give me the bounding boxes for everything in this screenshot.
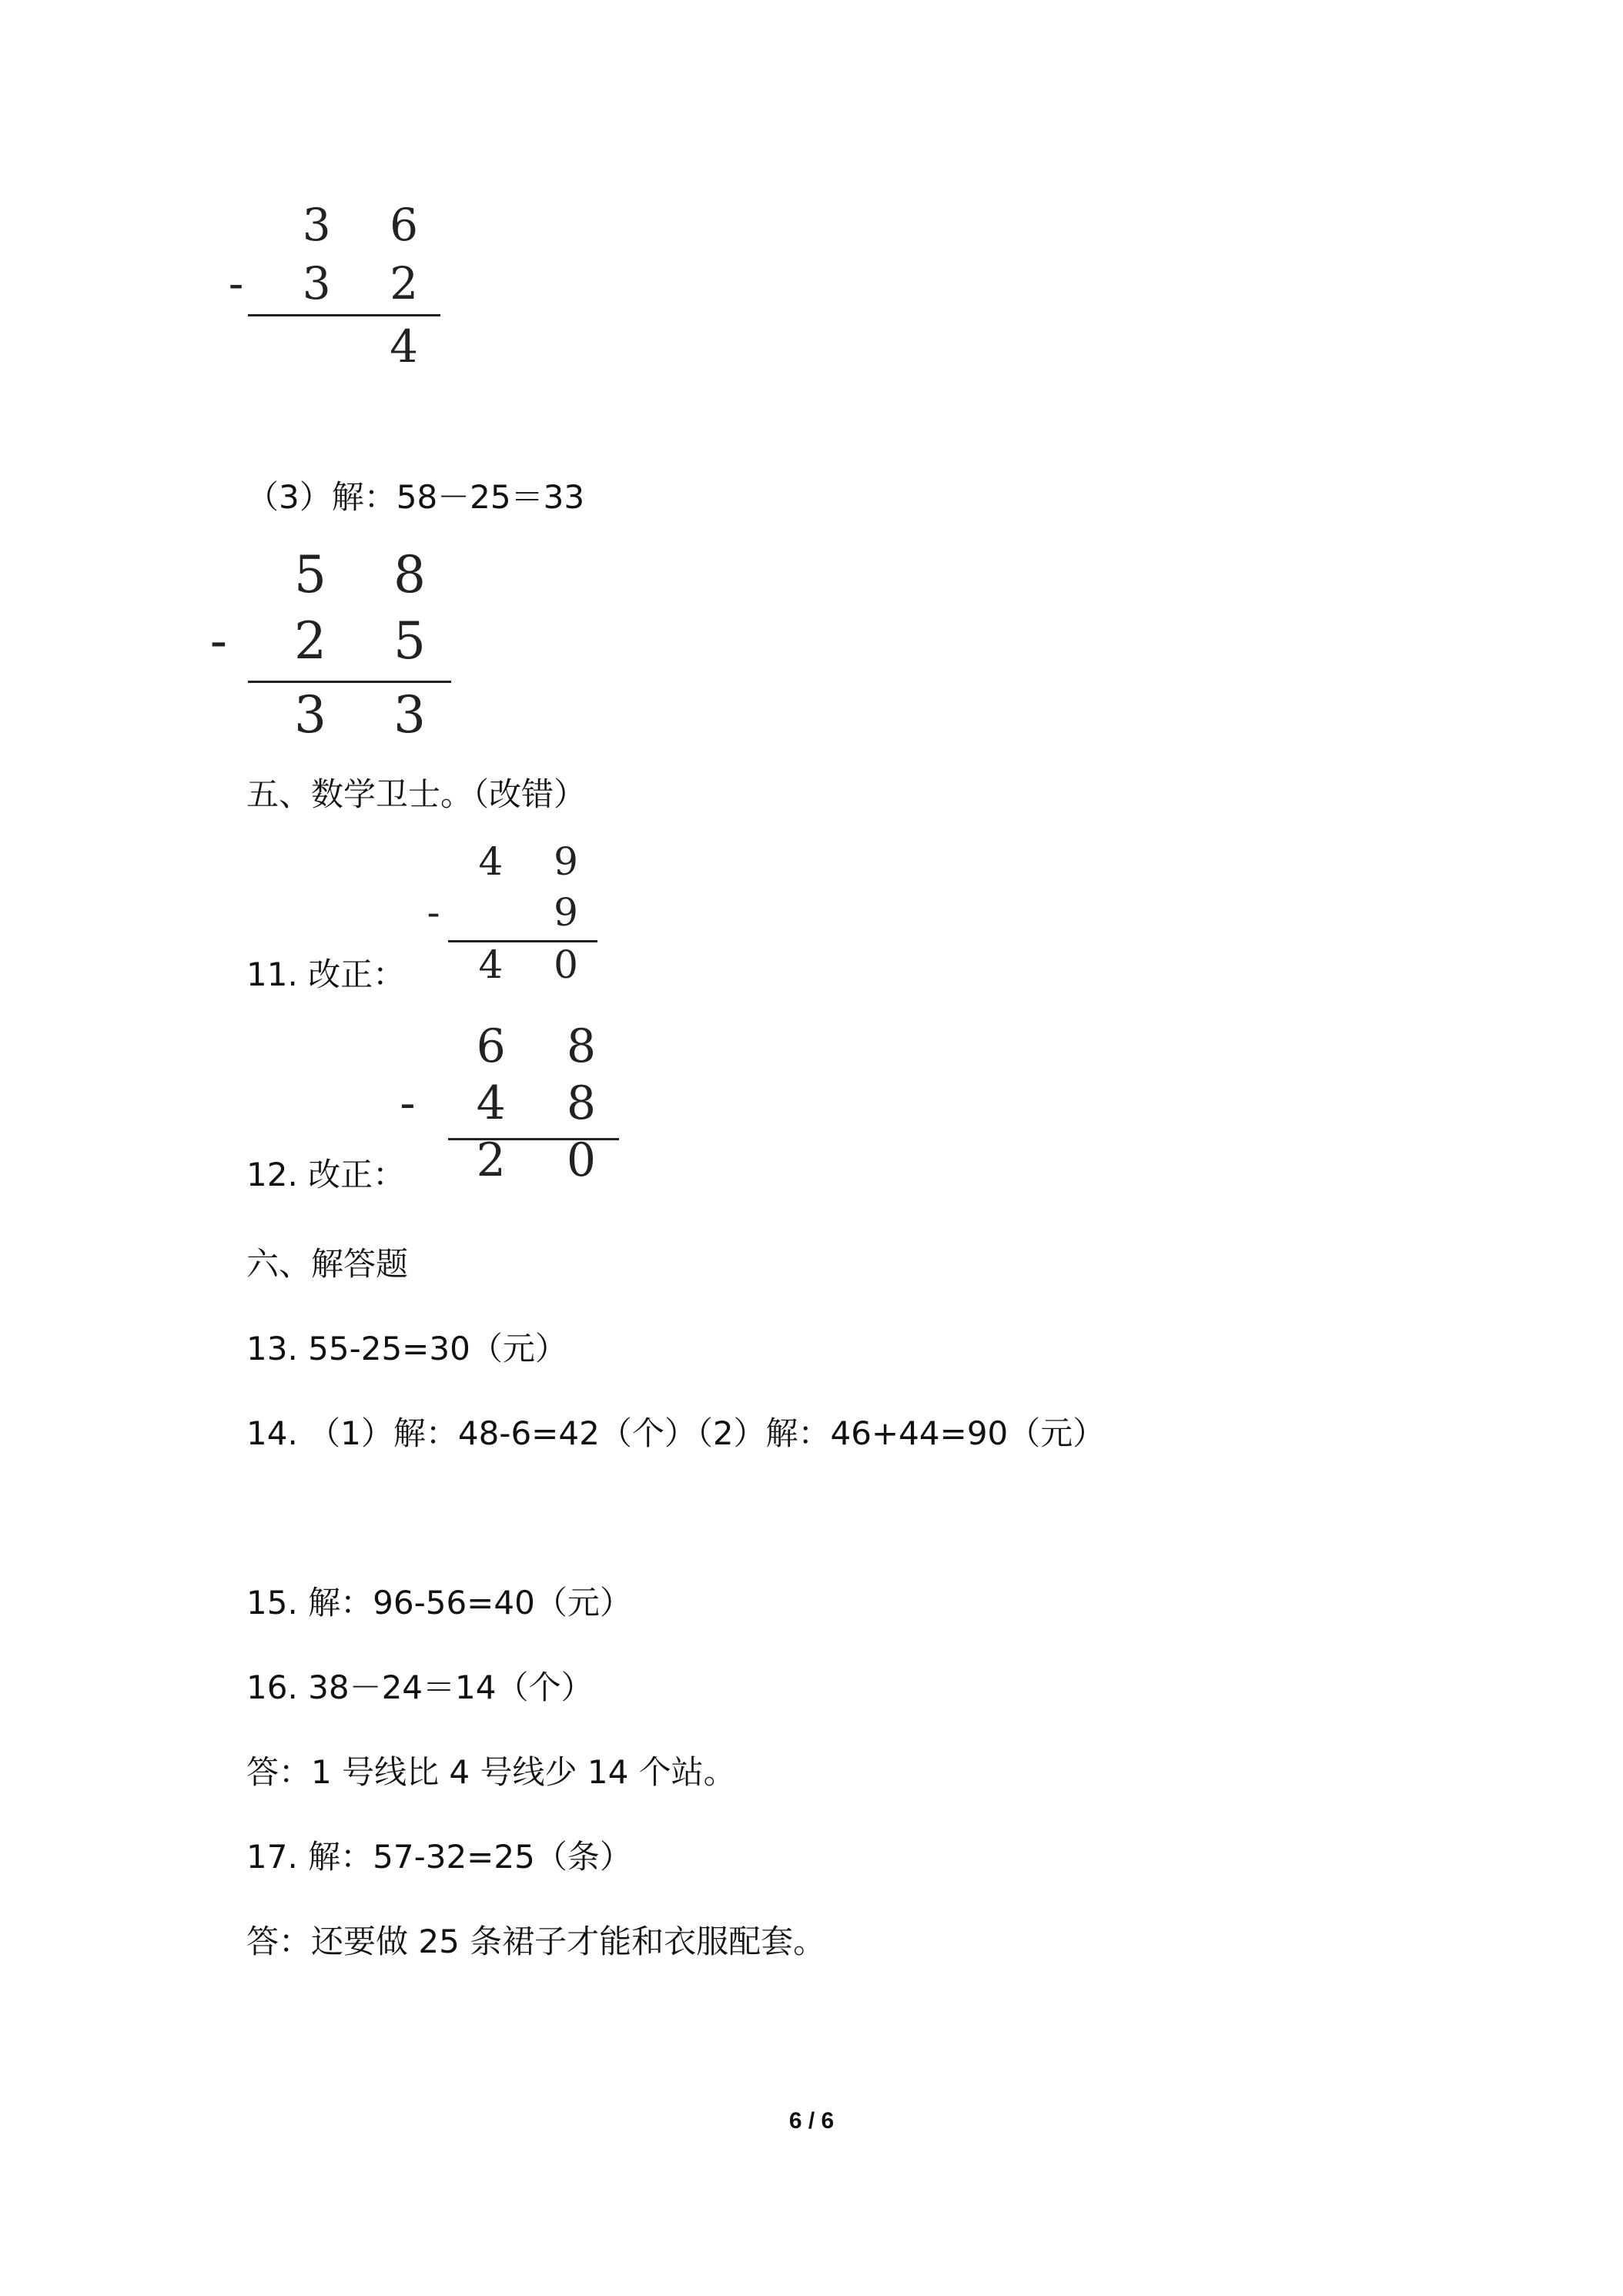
vertical-subtraction-36-32 (228, 192, 440, 377)
q17-conclusion: 答：还要做 25 条裙子才能和衣服配套。 (246, 1923, 826, 1960)
page-number: 6 / 6 (788, 2108, 835, 2134)
q16-answer: 16. 38－24＝14（个） (246, 1668, 594, 1706)
q15-answer: 15. 解：96-56=40（元） (246, 1584, 632, 1622)
minuend: 5 8 (294, 545, 451, 604)
subtrahend: - 3 2 (228, 257, 440, 310)
q11-label: 11. 改正： (246, 956, 406, 993)
minuend: 3 6 (302, 199, 440, 251)
subtrahend: - 2 5 (209, 611, 451, 671)
minuend: 4 9 (478, 839, 597, 884)
result-rule (248, 681, 451, 683)
q12-label: 12. 改正： (246, 1156, 406, 1193)
subtrahend: - 9 (427, 890, 597, 935)
q14-answer: 14. （1）解：48-6=42（个）（2）解：46+44=90（元） (246, 1414, 1106, 1452)
difference: 4 0 (478, 942, 597, 987)
item-3-solution: （3）解：58－25＝33 (246, 478, 585, 516)
q17-answer: 17. 解：57-32=25（条） (246, 1838, 632, 1876)
section-6-heading: 六、解答题 (246, 1245, 409, 1283)
vertical-subtraction-49-9 (427, 832, 597, 993)
q13-answer: 13. 55-25=30（元） (246, 1330, 567, 1367)
q16-conclusion: 答：1 号线比 4 号线少 14 个站。 (246, 1753, 736, 1791)
difference: 2 0 (476, 1133, 619, 1187)
difference: 3 3 (294, 685, 451, 745)
difference: 4 (390, 320, 440, 373)
minuend: 6 8 (476, 1019, 619, 1073)
section-5-heading: 五、数学卫士。（改错） (246, 775, 587, 813)
vertical-subtraction-68-48 (400, 1013, 619, 1198)
vertical-subtraction-58-25 (209, 539, 451, 745)
subtrahend: - 4 8 (400, 1076, 619, 1130)
result-rule (248, 314, 440, 316)
